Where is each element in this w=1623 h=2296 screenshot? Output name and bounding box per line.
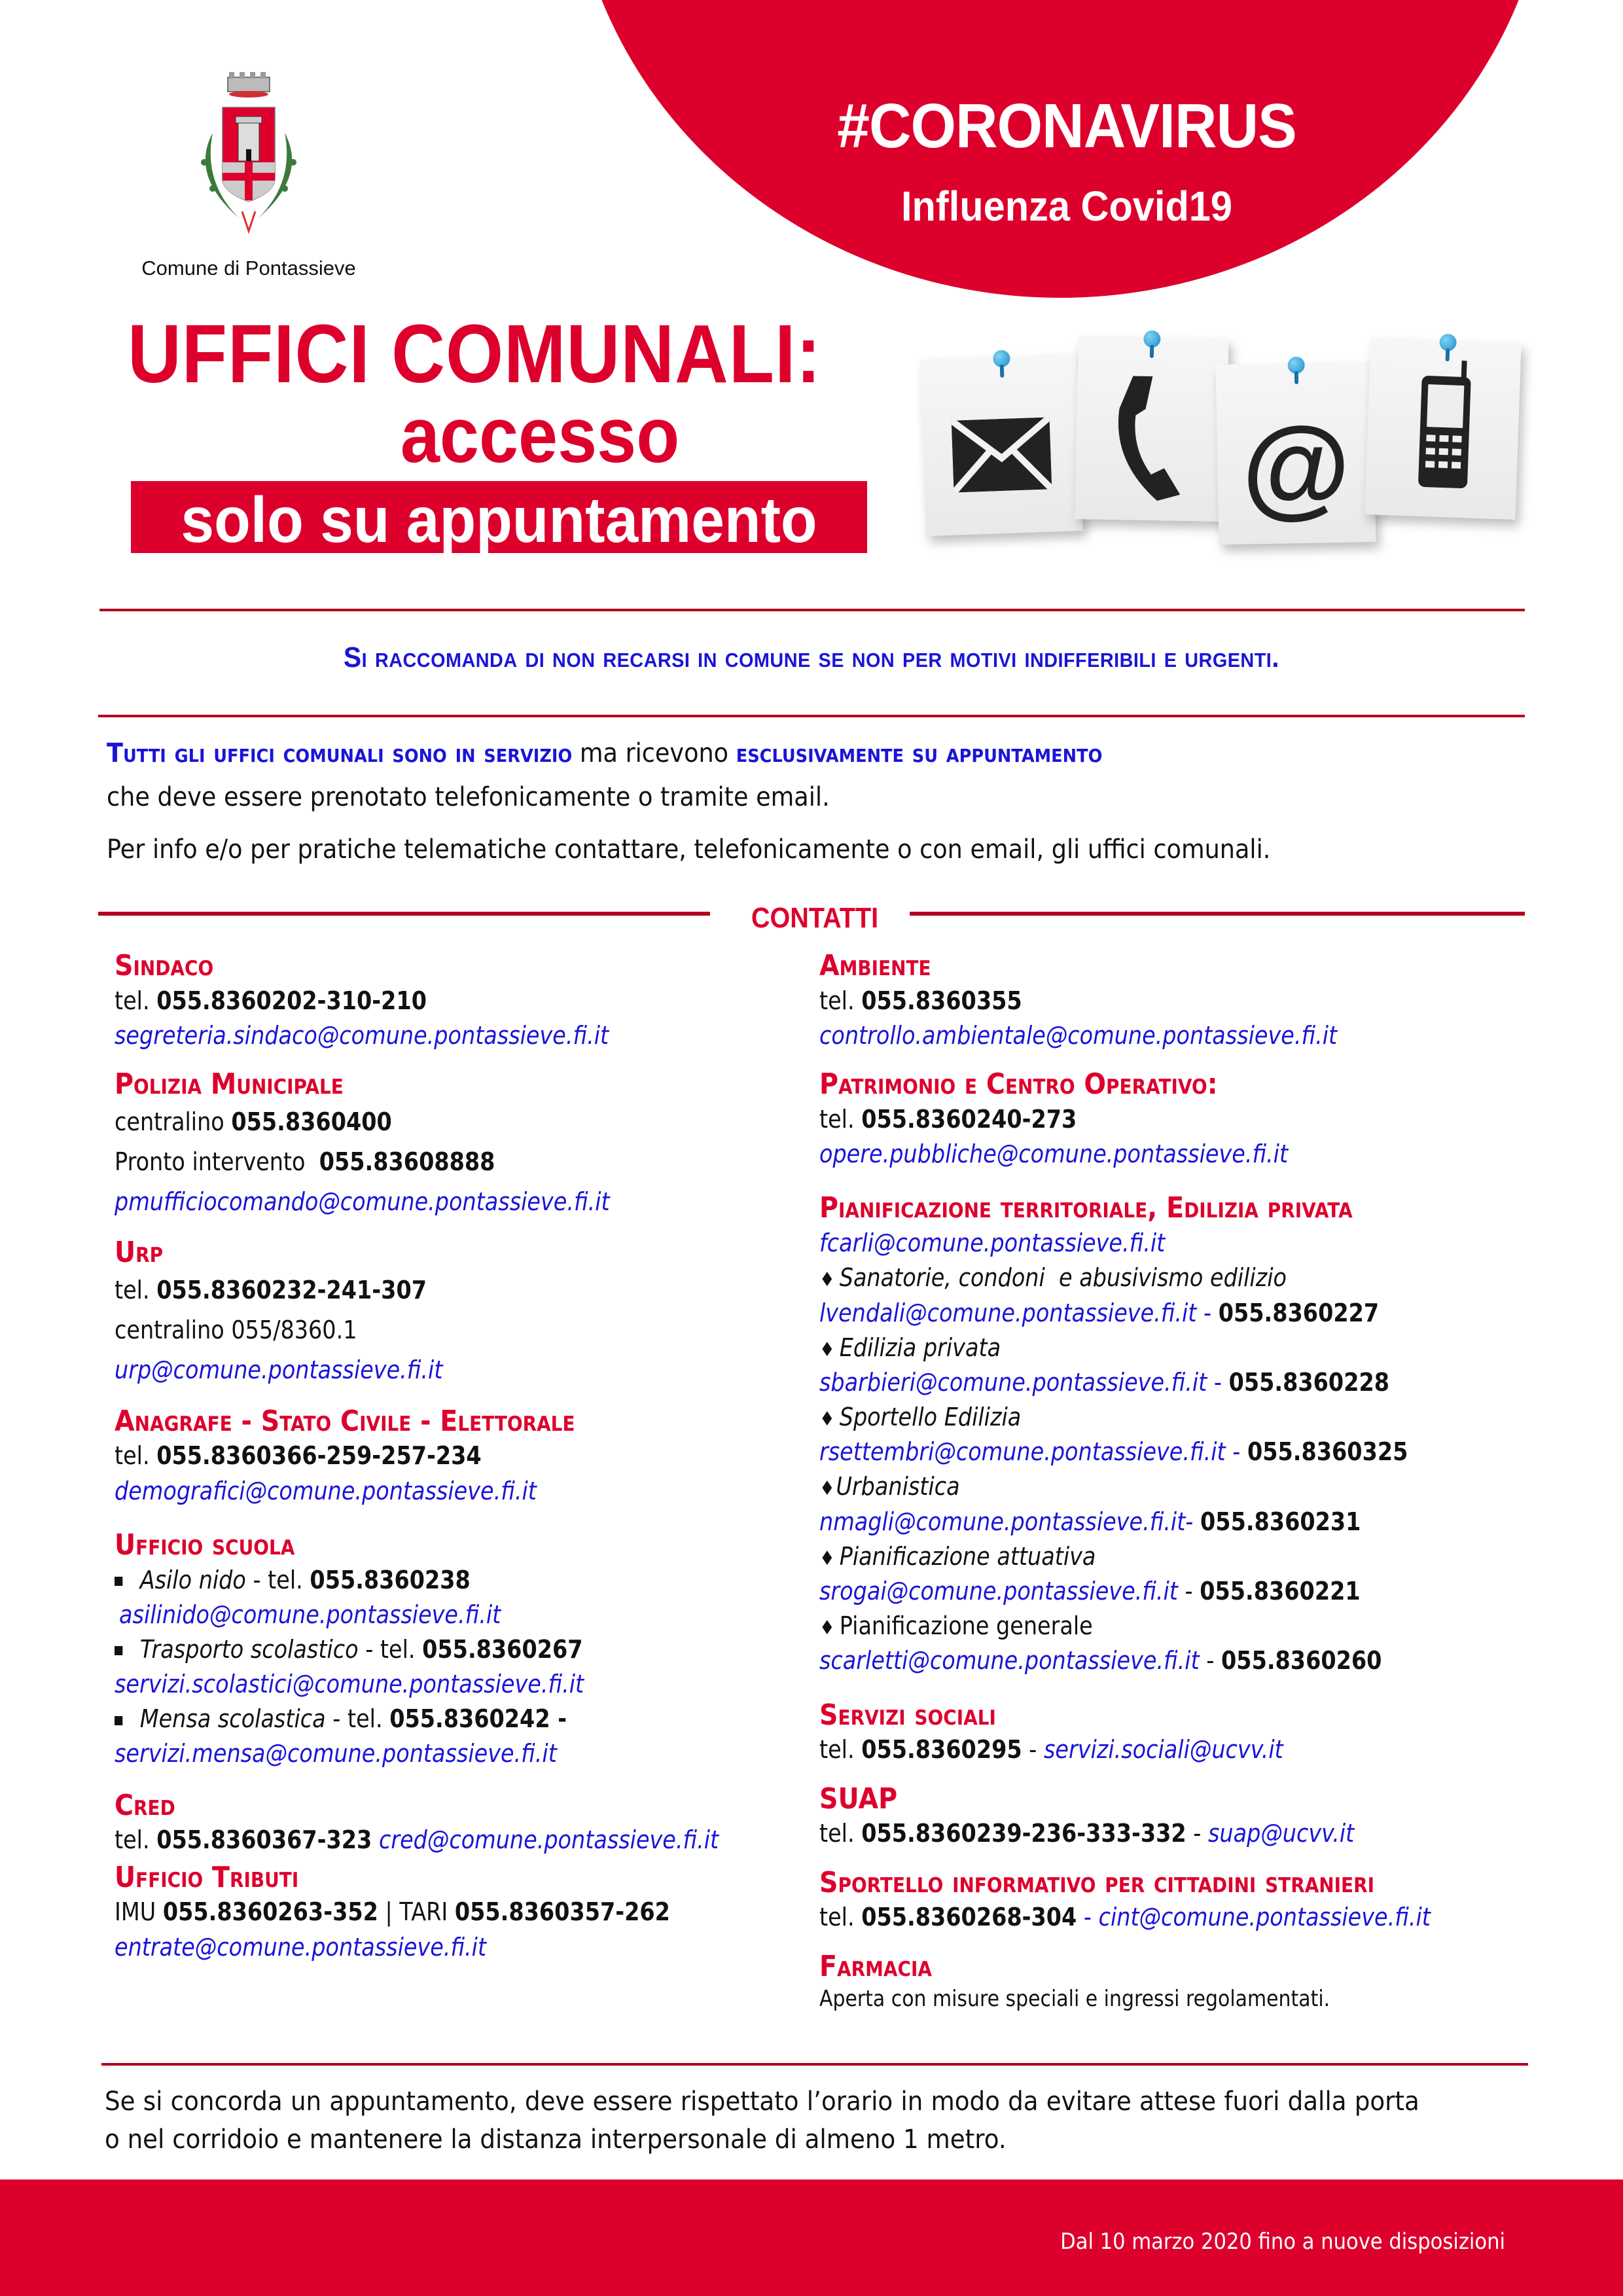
bullet-diamond-icon: ♦ xyxy=(819,1477,835,1501)
phone-number[interactable]: 055.8360239-236-333-332 xyxy=(861,1819,1186,1848)
mobile-phone-note xyxy=(1364,338,1521,520)
phone-number[interactable]: 055.8360355 xyxy=(861,986,1022,1015)
intro-paragraph-line1 xyxy=(107,738,1397,768)
divider-bottom xyxy=(101,2063,1528,2066)
phone-number[interactable]: 055.8360295 xyxy=(861,1735,1022,1765)
intro-highlight-appointment: esclusivamente su appuntamento xyxy=(736,738,1103,768)
appointment-only-text: solo su appuntamento xyxy=(181,484,817,556)
urgent-notice: Si raccomanda di non recarsi in comune se non per motivi indifferibili e urgenti. xyxy=(343,641,1280,673)
phone-number[interactable]: 055.8360242 xyxy=(389,1704,550,1734)
intro-connector: ma ricevono xyxy=(572,738,736,768)
switchboard-label: centralino xyxy=(115,1107,232,1136)
phone-number[interactable]: 055.83608888 xyxy=(319,1147,495,1176)
at-sign-note xyxy=(1216,362,1376,545)
phone-number[interactable]: 055.8360263-352 xyxy=(162,1897,378,1927)
contact-ufficio-tributi xyxy=(115,1861,821,1965)
bullet-diamond-icon: ♦ xyxy=(819,1617,835,1640)
tel-label: - tel. xyxy=(245,1565,310,1594)
service-name: Sportello Edilizia xyxy=(839,1403,1022,1432)
phone-number[interactable]: 055.8360268-304 xyxy=(861,1903,1077,1932)
separator: - xyxy=(1186,1819,1208,1848)
bullet-square-icon xyxy=(115,1577,122,1586)
mobile-phone-icon xyxy=(1412,359,1482,492)
phone-number[interactable]: 055.8360221 xyxy=(1200,1577,1361,1606)
bullet-diamond-icon: ♦ xyxy=(819,1338,835,1361)
section-title: SUAP xyxy=(819,1782,898,1816)
contact-cred xyxy=(115,1789,821,1858)
section-title: Sindaco xyxy=(115,949,214,982)
phone-icon xyxy=(1105,369,1198,501)
separator: - xyxy=(1022,1735,1044,1765)
email-link[interactable]: asilinido@comune.pontassieve.fi.it xyxy=(119,1600,501,1629)
section-title: Ufficio Tributi xyxy=(115,1860,299,1894)
section-title: Sportello informativo per cittadini stranieri xyxy=(819,1865,1374,1899)
section-title: Ambiente xyxy=(819,949,931,982)
email-link[interactable]: scarletti@comune.pontassieve.fi.it xyxy=(819,1646,1200,1676)
hashtag-title: #CORONAVIRUS xyxy=(837,91,1296,161)
tel-label: tel. xyxy=(115,1441,157,1471)
page-title-access: accesso xyxy=(400,391,680,479)
tari-label: TARI xyxy=(399,1897,455,1927)
email-link[interactable]: pmufficiocomando@comune.pontassieve.fi.it xyxy=(115,1187,610,1216)
phone-number[interactable]: 055.8360228 xyxy=(1228,1367,1390,1397)
phone-number[interactable]: 055.8360260 xyxy=(1221,1646,1382,1676)
phone-number[interactable]: 055.8360232-241-307 xyxy=(156,1276,427,1305)
bullet-diamond-icon: ♦ xyxy=(819,1268,835,1292)
email-link[interactable]: cint@comune.pontassieve.fi.it xyxy=(1098,1903,1431,1932)
contacts-divider-left xyxy=(98,912,710,916)
tel-label: tel. xyxy=(115,1825,157,1855)
section-title: Servizi sociali xyxy=(819,1698,996,1732)
service-name: Trasporto scolastico xyxy=(139,1634,359,1664)
service-name: Edilizia privata xyxy=(839,1333,1001,1362)
tel-label: - tel. xyxy=(325,1704,390,1734)
email-link[interactable]: suap@ucvv.it xyxy=(1208,1819,1355,1848)
tel-label: tel. xyxy=(819,1903,862,1932)
emergency-label: Pronto intervento xyxy=(115,1147,319,1176)
email-link[interactable]: entrate@comune.pontassieve.fi.it xyxy=(115,1932,487,1962)
bullet-square-icon xyxy=(115,1716,122,1725)
email-link[interactable]: srogai@comune.pontassieve.fi.it xyxy=(819,1577,1178,1606)
shield-icon xyxy=(223,107,275,202)
contacts-left-column xyxy=(115,949,821,1979)
section-title: Ufficio scuola xyxy=(115,1528,295,1562)
contacts-divider-right xyxy=(910,912,1525,916)
contacts-heading: CONTATTI xyxy=(751,902,879,934)
tel-label: tel. xyxy=(819,1104,862,1134)
coat-of-arms-logo xyxy=(177,71,321,257)
separator: - xyxy=(1077,1903,1099,1932)
contact-pianificazione: Pianificazione territoriale, Edilizia privata fcarli@comune.pontassieve.fi.it ♦ Sanatorie, condoni e abusivismo edilizio lvendali@comune.pontassieve.fi.it - 055.8360227 ♦ Edilizia privata sbarbieri@comune.pontassieve.fi.it - 055.8360228 ♦ Sportello Edilizia rsettembri@comune.pontassieve.fi.it - 055.8360325 ♦Urbanistica nmagli@comune.pontassieve.fi.it- 055.8360231 ♦ Pianificazione attuativa srogai@comune.pontassieve.fi.it - 055.8360221 ♦ Pianificazione generale scarletti@comune.pontassieve.fi.it - 055.8360260 xyxy=(819,1191,1565,1678)
phone-number[interactable]: 055.8360357-262 xyxy=(454,1897,670,1927)
email-link[interactable]: servizi.sociali@ucvv.it xyxy=(1043,1735,1283,1765)
section-title: Pianificazione territoriale, Edilizia privata xyxy=(819,1191,1353,1225)
service-name: Pianificazione generale xyxy=(839,1611,1093,1641)
separator: | xyxy=(378,1897,400,1927)
municipality-name: Comune di Pontassieve xyxy=(141,257,356,279)
section-title: Urp xyxy=(115,1236,164,1270)
email-link[interactable]: fcarli@comune.pontassieve.fi.it xyxy=(819,1229,1166,1258)
email-link[interactable]: opere.pubbliche@comune.pontassieve.fi.it xyxy=(819,1139,1289,1169)
contact-ufficio-scuola xyxy=(115,1528,821,1772)
contact-farmacia xyxy=(819,1950,1565,2015)
imu-label: IMU xyxy=(115,1897,163,1927)
phone-number[interactable]: 055.8360231 xyxy=(1200,1507,1361,1536)
email-link[interactable]: demografici@comune.pontassieve.fi.it xyxy=(115,1476,537,1505)
email-link[interactable]: urp@comune.pontassieve.fi.it xyxy=(115,1355,443,1384)
envelope-note xyxy=(919,354,1082,536)
contact-sportello-stranieri xyxy=(819,1866,1565,1935)
service-name: Sanatorie, condoni e abusivismo edilizio xyxy=(839,1263,1287,1293)
phone-number[interactable]: 055.8360325 xyxy=(1247,1437,1408,1467)
section-title: Cred xyxy=(115,1788,175,1822)
trailing-dash: - xyxy=(550,1704,567,1734)
tel-label: - tel. xyxy=(358,1634,423,1664)
switchboard-number: centralino 055/8360.1 xyxy=(115,1315,357,1344)
contact-servizi-sociali xyxy=(819,1698,1565,1768)
crown-icon xyxy=(228,72,270,98)
bullet-square-icon xyxy=(115,1646,122,1655)
phone-note xyxy=(1075,336,1229,522)
email-link[interactable]: lvendali@comune.pontassieve.fi.it xyxy=(819,1298,1197,1327)
validity-date: Dal 10 marzo 2020 fino a nuove disposizioni xyxy=(1060,2229,1505,2255)
phone-number[interactable]: 055.8360400 xyxy=(231,1107,392,1136)
contact-urp xyxy=(115,1236,821,1390)
service-name: Pianificazione attuativa xyxy=(839,1541,1096,1571)
service-name: Urbanistica xyxy=(836,1472,960,1501)
ribbon-icon xyxy=(242,211,255,231)
tel-label: tel. xyxy=(819,986,862,1015)
bullet-diamond-icon: ♦ xyxy=(819,1547,835,1570)
phone-number[interactable]: 055.8360367-323 xyxy=(156,1825,372,1855)
email-link[interactable]: cred@comune.pontassieve.fi.it xyxy=(378,1825,719,1855)
appointment-footnote: Se si concorda un appuntamento, deve essere rispettato l’orario in modo da evitare attese fuori dalla porta o nel corridoio e mantenere la distanza interpersonale di almeno 1 metro. xyxy=(105,2087,1419,2155)
contacts-right-column xyxy=(819,949,1565,2030)
pharmacy-note: Aperta con misure speciali e ingressi regolamentati. xyxy=(819,1986,1330,2013)
contact-ambiente xyxy=(819,949,1565,1053)
phone-number[interactable]: 055.8360240-273 xyxy=(861,1104,1077,1134)
tel-label: tel. xyxy=(819,1735,862,1765)
phone-number[interactable]: 055.8360202-310-210 xyxy=(156,986,427,1015)
email-link[interactable]: servizi.scolastici@comune.pontassieve.fi.it xyxy=(115,1670,584,1699)
email-link[interactable]: segreteria.sindaco@comune.pontassieve.fi.it xyxy=(115,1020,609,1050)
email-link[interactable]: nmagli@comune.pontassieve.fi.it xyxy=(819,1507,1186,1536)
section-title: Anagrafe - Stato Civile - Elettorale xyxy=(115,1404,575,1438)
intro-paragraph-info: Per info e/o per pratiche telematiche contattare, telefonicamente o con email, gli uffici comunali. xyxy=(107,834,1271,865)
section-title: Polizia Municipale xyxy=(115,1067,344,1102)
hashtag-subtitle: Influenza Covid19 xyxy=(901,183,1233,230)
email-link[interactable]: servizi.mensa@comune.pontassieve.fi.it xyxy=(115,1739,557,1768)
phone-number[interactable]: 055.8360366-259-257-234 xyxy=(156,1441,482,1471)
bullet-diamond-icon: ♦ xyxy=(819,1408,835,1431)
divider-middle xyxy=(98,715,1525,717)
divider-top xyxy=(99,609,1525,611)
section-title: Farmacia xyxy=(819,1949,932,1983)
envelope-icon xyxy=(952,417,1052,492)
contact-suap xyxy=(819,1782,1565,1852)
phone-number[interactable]: 055.8360238 xyxy=(310,1565,471,1594)
tel-label: tel. xyxy=(819,1819,862,1848)
intro-highlight-service: Tutti gli uffici comunali sono in servizio xyxy=(107,738,573,768)
page-title: UFFICI COMUNALI: xyxy=(128,308,822,400)
contact-polizia-municipale xyxy=(115,1067,821,1221)
email-link[interactable]: sbarbieri@comune.pontassieve.fi.it xyxy=(819,1367,1207,1397)
service-name: Mensa scolastica xyxy=(139,1704,326,1734)
tel-label: tel. xyxy=(115,1276,157,1305)
contact-patrimonio xyxy=(819,1067,1565,1172)
at-sign-icon: @ xyxy=(1240,403,1351,530)
email-link[interactable]: rsettembri@comune.pontassieve.fi.it xyxy=(819,1437,1226,1467)
contact-sindaco xyxy=(115,949,821,1053)
tel-label: tel. xyxy=(115,986,157,1015)
section-title: Patrimonio e Centro Operativo: xyxy=(819,1067,1218,1102)
intro-paragraph-line2: che deve essere prenotato telefonicamente o tramite email. xyxy=(107,782,830,812)
phone-number[interactable]: 055.8360227 xyxy=(1218,1298,1380,1327)
contact-anagrafe xyxy=(115,1405,821,1509)
phone-number[interactable]: 055.8360267 xyxy=(422,1634,583,1664)
email-link[interactable]: controllo.ambientale@comune.pontassieve.fi.it xyxy=(819,1020,1338,1050)
service-name: Asilo nido xyxy=(139,1565,246,1594)
contact-methods-illustration xyxy=(916,331,1525,553)
